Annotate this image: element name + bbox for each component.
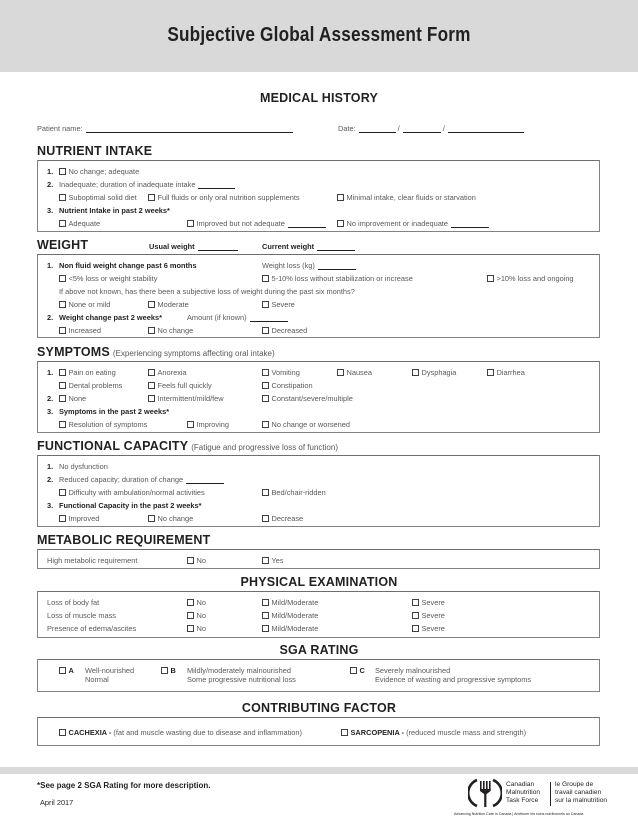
checkbox[interactable] [412,625,419,632]
high-metabolic-label: High metabolic requirement [47,556,138,565]
loss-under-5-option[interactable]: <5% loss or weight stability [59,274,157,283]
checkbox[interactable] [59,667,66,674]
footer-date: April 2017 [40,798,74,807]
checkbox[interactable] [341,729,348,736]
no-change-option[interactable]: No change [148,514,193,523]
nausea-option[interactable]: Nausea [337,368,372,377]
severe-option[interactable]: Severe [262,300,295,309]
checkbox[interactable] [187,599,194,606]
checkbox[interactable] [487,369,494,376]
sga-c-desc1: Severely malnourished [375,666,451,675]
checkbox[interactable] [337,220,344,227]
functional-2-weeks-label: Functional Capacity in the past 2 weeks* [59,501,202,510]
sga-a-desc2: Normal [85,675,109,684]
checkbox[interactable] [262,515,269,522]
metabolic-requirement-heading: METABOLIC REQUIREMENT [37,533,211,547]
weight-loss-line[interactable] [318,262,356,270]
logo-english: Canadian Malnutrition Task Force [506,781,541,804]
checkbox[interactable] [187,421,194,428]
edema-ascites-label: Presence of edema/ascites [47,624,137,633]
pain-on-eating-option[interactable]: Pain on eating [59,368,116,377]
moderate-option[interactable]: Moderate [148,300,189,309]
logo-french: le Groupe de travail canadien sur la malnutrition [555,781,608,804]
decreased-option[interactable]: Decreased [262,326,307,335]
checkbox[interactable] [59,275,66,282]
checkbox[interactable] [262,301,269,308]
improved-option[interactable]: Improved [59,514,99,523]
metabolic-yes-option[interactable]: Yes [262,556,284,565]
checkbox[interactable] [262,599,269,606]
checkbox[interactable] [59,194,66,201]
no-change-option[interactable]: No change [148,326,193,335]
non-fluid-weight-change-label: Non fluid weight change past 6 months [59,261,197,270]
edema-no-option[interactable]: No [187,624,206,633]
no-improvement-option[interactable]: No improvement or inadequate [337,219,489,228]
medical-history-heading: MEDICAL HISTORY [259,91,379,105]
item-number: 2. [47,313,54,322]
intermittent-option[interactable]: Intermittent/mild/few [148,394,224,403]
date-field[interactable] [338,124,524,133]
checkbox[interactable] [59,515,66,522]
resolution-option[interactable]: Resolution of symptoms [59,420,147,429]
body-fat-mild-option[interactable]: Mild/Moderate [262,598,318,607]
body-fat-severe-option[interactable]: Severe [412,598,445,607]
blank-line[interactable] [288,220,326,228]
checkbox[interactable] [187,220,194,227]
weight-loss-field[interactable]: Weight loss (kg) [262,261,356,270]
checkbox[interactable] [262,612,269,619]
functional-subheading: (Fatigue and progressive loss of function) [191,443,338,452]
item-number: 2. [47,180,54,189]
none-option[interactable]: None [59,394,86,403]
checkbox[interactable] [59,729,66,736]
date-label: Date: [338,124,356,133]
date-month-line[interactable] [403,125,441,133]
loss-body-fat-label: Loss of body fat [47,598,100,607]
duration-line[interactable] [198,181,235,189]
symptoms-subheading: (Experiencing symptoms affecting oral intake) [112,349,275,358]
checkbox[interactable] [59,395,66,402]
anorexia-option[interactable]: Anorexia [148,368,187,377]
checkbox[interactable] [262,489,269,496]
checkbox[interactable] [148,301,155,308]
checkbox[interactable] [412,369,419,376]
decrease-option[interactable]: Decrease [262,514,303,523]
adequate-option[interactable]: Adequate [59,219,100,228]
contributing-factor-heading: CONTRIBUTING FACTOR [241,701,397,715]
item-number: 3. [47,501,54,510]
weight-change-2-weeks-label: Weight change past 2 weeks* [59,313,162,322]
reduced-capacity-field[interactable]: Reduced capacity; duration of change [59,475,224,484]
checkbox[interactable] [262,275,269,282]
item-number: 2. [47,475,54,484]
logo-tagline: Advancing Nutrition Care in Canada | Améliorer les soins nutritionnels au Canada [454,812,584,816]
checkbox[interactable] [148,369,155,376]
bed-chair-ridden-option[interactable]: Bed/chair-ridden [262,488,326,497]
sga-a-option[interactable]: A [59,666,74,675]
checkbox[interactable] [148,515,155,522]
sga-b-option[interactable]: B [161,666,176,675]
checkbox[interactable] [337,194,344,201]
edema-severe-option[interactable]: Severe [412,624,445,633]
nutrient-intake-heading: NUTRIENT INTAKE [37,144,153,158]
item-number: 3. [47,206,54,215]
checkbox[interactable] [148,327,155,334]
checkbox[interactable] [59,369,66,376]
amount-field[interactable]: Amount (if known) [187,313,288,322]
diarrhea-option[interactable]: Diarrhea [487,368,525,377]
vomiting-option[interactable]: Vomiting [262,368,300,377]
checkbox[interactable] [262,625,269,632]
date-year-line[interactable] [448,125,524,133]
muscle-mass-no-option[interactable]: No [187,611,206,620]
checkbox[interactable] [412,599,419,606]
sga-b-desc1: Mildly/moderately malnourished [187,666,291,675]
usual-weight-line[interactable] [198,243,238,251]
functional-capacity-heading: FUNCTIONAL CAPACITY (Fatigue and progressive loss of function) [37,439,338,453]
usual-weight-field[interactable]: Usual weight [149,242,238,251]
patient-name-label: Patient name: [37,124,83,133]
patient-name-line[interactable] [86,125,293,133]
item-number: 1. [47,462,54,471]
body-fat-no-option[interactable]: No [187,598,206,607]
muscle-mass-mild-option[interactable]: Mild/Moderate [262,611,318,620]
loss-5-10-option[interactable]: 5-10% loss without stabilization or increase [262,274,413,283]
patient-name-field[interactable] [37,124,293,133]
suboptimal-solid-diet-option[interactable]: Suboptimal solid diet [59,193,137,202]
checkbox[interactable] [487,275,494,282]
physical-examination-heading: PHYSICAL EXAMINATION [240,575,398,589]
checkbox[interactable] [59,489,66,496]
edema-mild-option[interactable]: Mild/Moderate [262,624,318,633]
dental-problems-option[interactable]: Dental problems [59,381,122,390]
checkbox[interactable] [262,382,269,389]
loss-muscle-mass-label: Loss of muscle mass [47,611,117,620]
current-weight-field[interactable]: Current weight [262,242,355,251]
footer-band [0,767,638,774]
checkbox[interactable] [187,557,194,564]
footer-note: *See page 2 SGA Rating for more description. [37,781,211,790]
increased-option[interactable]: Increased [59,326,101,335]
blank-line[interactable] [451,220,489,228]
checkbox[interactable] [262,395,269,402]
date-separator: / [442,124,445,133]
checkbox[interactable] [59,327,66,334]
checkbox[interactable] [350,667,357,674]
feels-full-quickly-option[interactable]: Feels full quickly [148,381,212,390]
checkbox[interactable] [337,369,344,376]
amount-line[interactable] [250,314,288,322]
checkbox[interactable] [148,382,155,389]
checkbox[interactable] [148,194,155,201]
checkbox[interactable] [187,625,194,632]
fork-plate-icon [468,776,502,810]
subjective-loss-question: If above not known, has there been a subjective loss of weight during the past six months? [59,287,355,296]
metabolic-no-option[interactable]: No [187,556,206,565]
symptoms-2-weeks-label: Symptoms in the past 2 weeks* [59,407,170,416]
form-title: Subjective Global Assessment Form [167,24,471,46]
checkbox[interactable] [59,220,66,227]
checkbox[interactable] [412,612,419,619]
sga-c-desc2: Evidence of wasting and progressive symptoms [375,675,532,684]
checkbox[interactable] [59,421,66,428]
constant-option[interactable]: Constant/severe/multiple [262,394,353,403]
none-or-mild-option[interactable]: None or mild [59,300,110,309]
sga-c-option[interactable]: C [350,666,365,675]
improving-option[interactable]: Improving [187,420,229,429]
improved-not-adequate-option[interactable]: Improved but not adequate [187,219,326,228]
dysphagia-option[interactable]: Dysphagia [412,368,456,377]
checkbox[interactable] [59,301,66,308]
no-change-adequate-option[interactable]: No change; adequate [59,167,139,176]
checkbox[interactable] [59,382,66,389]
cachexia-option[interactable]: CACHEXIA - (fat and muscle wasting due to disease and inflammation) [59,728,302,737]
no-change-worsened-option[interactable]: No change or worsened [262,420,350,429]
inadequate-duration-field[interactable]: Inadequate; duration of inadequate intake [59,180,235,189]
sga-b-desc2: Some progressive nutritional loss [187,675,296,684]
checkbox[interactable] [59,168,66,175]
duration-line[interactable] [186,476,224,484]
checkbox[interactable] [148,395,155,402]
checkbox[interactable] [262,327,269,334]
sarcopenia-option[interactable]: SARCOPENIA - (reduced muscle mass and strength) [341,728,526,737]
item-number: 1. [47,167,54,176]
checkbox[interactable] [262,421,269,428]
minimal-intake-option[interactable]: Minimal intake, clear fluids or starvation [337,193,476,202]
logo-divider [550,782,551,806]
no-dysfunction-label: No dysfunction [59,462,108,471]
item-number: 2. [47,394,54,403]
item-number: 1. [47,368,54,377]
symptoms-heading: SYMPTOMS (Experiencing symptoms affecting oral intake) [37,345,275,359]
sga-a-desc1: Well-nourished [85,666,135,675]
item-number: 3. [47,407,54,416]
date-separator: / [397,124,400,133]
checkbox[interactable] [262,369,269,376]
full-fluids-option[interactable]: Full fluids or only oral nutrition supplements [148,193,300,202]
cmtf-logo [454,776,618,820]
checkbox[interactable] [187,612,194,619]
nutrient-intake-2-weeks-label: Nutrient Intake in past 2 weeks* [59,206,170,215]
date-day-line[interactable] [359,125,396,133]
checkbox[interactable] [262,557,269,564]
muscle-mass-severe-option[interactable]: Severe [412,611,445,620]
sga-rating-heading: SGA RATING [279,643,359,657]
difficulty-ambulation-option[interactable]: Difficulty with ambulation/normal activities [59,488,205,497]
item-number: 1. [47,261,54,270]
loss-over-10-option[interactable]: >10% loss and ongoing [487,274,574,283]
weight-heading: WEIGHT [37,238,89,252]
current-weight-line[interactable] [317,243,355,251]
constipation-option[interactable]: Constipation [262,381,313,390]
checkbox[interactable] [161,667,168,674]
